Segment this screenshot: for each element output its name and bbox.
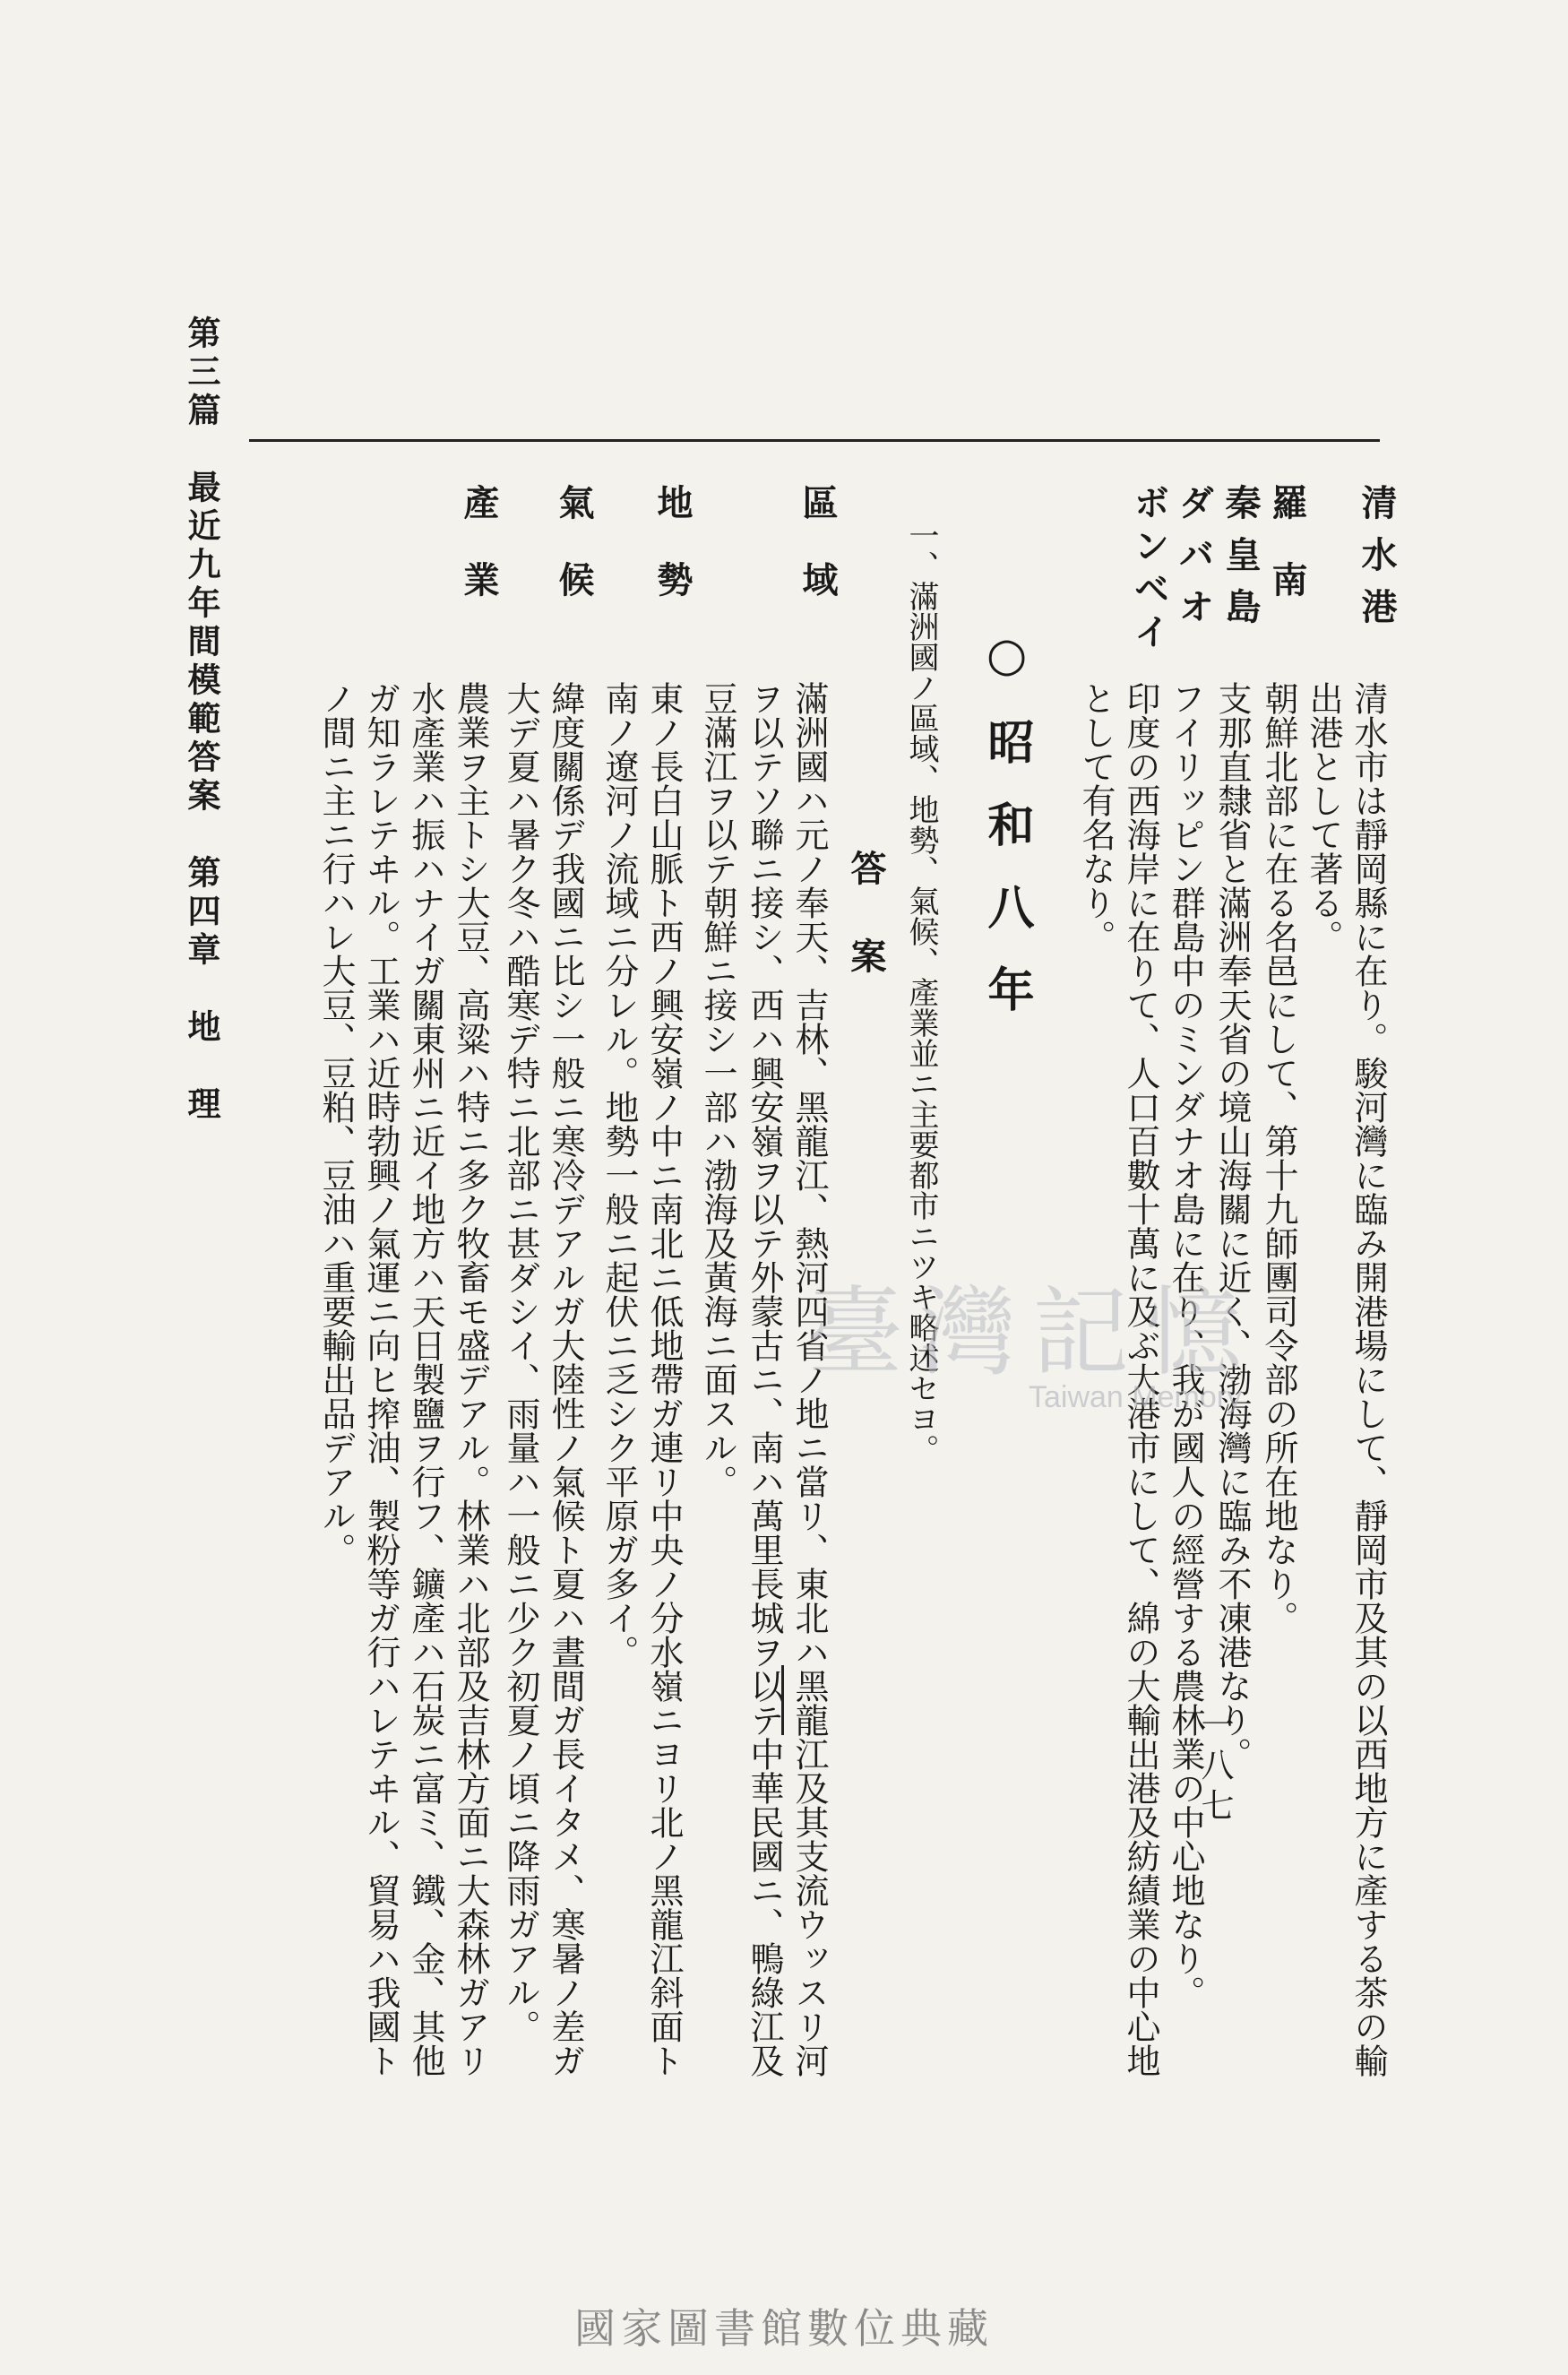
answer-text-industry-4: ノ間ニ主ニ行ハレ大豆、豆粕、豆油ハ重要輸出品デアル。 <box>316 681 356 1567</box>
answer-text-terrain-1: 東ノ長白山脈ト西ノ興安嶺ノ中ニ南北ニ低地帶ガ連リ中央ノ分水嶺ニヨリ北ノ黑龍江斜面ト <box>644 681 684 2077</box>
page-number: 一八七 <box>1195 1707 1234 1828</box>
answer-text-climate-1: 緯度關係デ我國ニ比シ一般ニ寒冷デアルガ大陸性ノ氣候ト夏ハ晝間ガ長イタメ、寒暑ノ差ガ <box>546 681 585 2077</box>
entry-text-shimizu: 清水市は靜岡縣に在り。駿河灣に臨み開港場にして、靜岡市及其の以西地方に產する茶の輸 <box>1348 681 1388 2077</box>
entry-text-bombay-cont: として有名なり。 <box>1076 681 1116 954</box>
entry-term-ranan: 羅南 <box>1266 484 1308 638</box>
entry-term-shimizu: 清水港 <box>1356 484 1398 640</box>
taiwan-memory-watermark: 臺灣記憶 <box>806 1277 1259 1389</box>
answer-text-area-1: 滿洲國ハ元ノ奉天、吉林、黑龍江、熱河四省ノ地ニ當リ、東北ハ黑龍江及其支流ウッスリ河 <box>789 681 829 2077</box>
answer-term-terrain: 地勢 <box>651 484 694 638</box>
exam-question: 一、滿洲國ノ區域、地勢、氣候、產業並ニ主要都市ニツキ略述セヨ。 <box>903 520 939 1464</box>
entry-text-qinhuangdao: 支那直隸省と滿洲奉天省の境山海關に近く、渤海灣に臨み不凍港なり。 <box>1212 681 1252 1771</box>
entry-text-bombay: 印度の西海岸に在りて、人口百數十萬に及ぶ大港市にして、綿の大輸出港及紡績業の中心地 <box>1121 681 1160 2077</box>
answer-term-area: 區域 <box>797 484 839 638</box>
answer-term-climate: 氣候 <box>553 484 595 638</box>
answer-term-industry: 產業 <box>458 484 500 638</box>
entry-term-qinhuangdao: 秦皇島 <box>1219 484 1262 640</box>
answer-text-area-2: ヲ以テソ聯ニ接シ、西ハ興安嶺ヲ以テ外蒙古ニ、南ハ萬里長城ヲ以テ中華民國ニ、鴨綠江及 <box>745 681 784 2077</box>
answer-heading: 答案 <box>845 850 887 1025</box>
running-head: 第三篇 最近九年間模範答案 第四章 地 理 <box>182 315 221 1125</box>
section-title: ○昭和八年 <box>979 627 1034 1048</box>
taiwan-memory-watermark-subtext: Taiwan Memory <box>1029 1380 1243 1414</box>
entry-term-bombay: ボンベイ <box>1128 484 1170 656</box>
answer-text-industry-2: 水產業ハ振ハナイガ關東州ニ近イ地方ハ天日製鹽ヲ行フ、鑛產ハ石炭ニ富ミ、鐵、金、其他 <box>406 681 445 2077</box>
entry-text-davao: フイリッピン群島中のミンダナオ島に在り、我が國人の經營する農林業の中心地なり。 <box>1166 681 1205 2009</box>
entry-term-davao: ダバオ <box>1173 484 1215 640</box>
answer-text-industry-1: 農業ヲ主トシ大豆、高粱ハ特ニ多ク牧畜モ盛デアル。林業ハ北部及吉林方面ニ大森林ガアリ <box>451 681 490 2077</box>
entry-text-shimizu-cont: 出港として著る。 <box>1304 681 1343 954</box>
entry-text-ranan: 朝鮮北部に在る名邑にして、第十九師團司令部の所在地なり。 <box>1259 681 1298 1635</box>
answer-text-climate-2: 大デ夏ハ暑ク冬ハ酷寒デ特ニ北部ニ甚ダシイ、雨量ハ一般ニ少ク初夏ノ頃ニ降雨ガアル。 <box>501 681 540 2043</box>
header-rule <box>249 439 1380 442</box>
margin-bracket <box>781 1665 791 1735</box>
answer-text-industry-3: ガ知ラレテヰル。工業ハ近時勃興ノ氣運ニ向ヒ搾油、製粉等ガ行ハレテヰル、貿易ハ我國ト <box>361 681 401 2077</box>
answer-text-terrain-2: 南ノ遼河ノ流域ニ分レル。地勢一般ニ起伏ニ乏シク平原ガ多イ。 <box>599 681 639 1669</box>
answer-text-area-3: 豆滿江ヲ以テ朝鮮ニ接シ一部ハ渤海及黃海ニ面スル。 <box>698 681 737 1498</box>
archive-footer: 國家圖書館數位典藏 <box>574 2304 994 2353</box>
